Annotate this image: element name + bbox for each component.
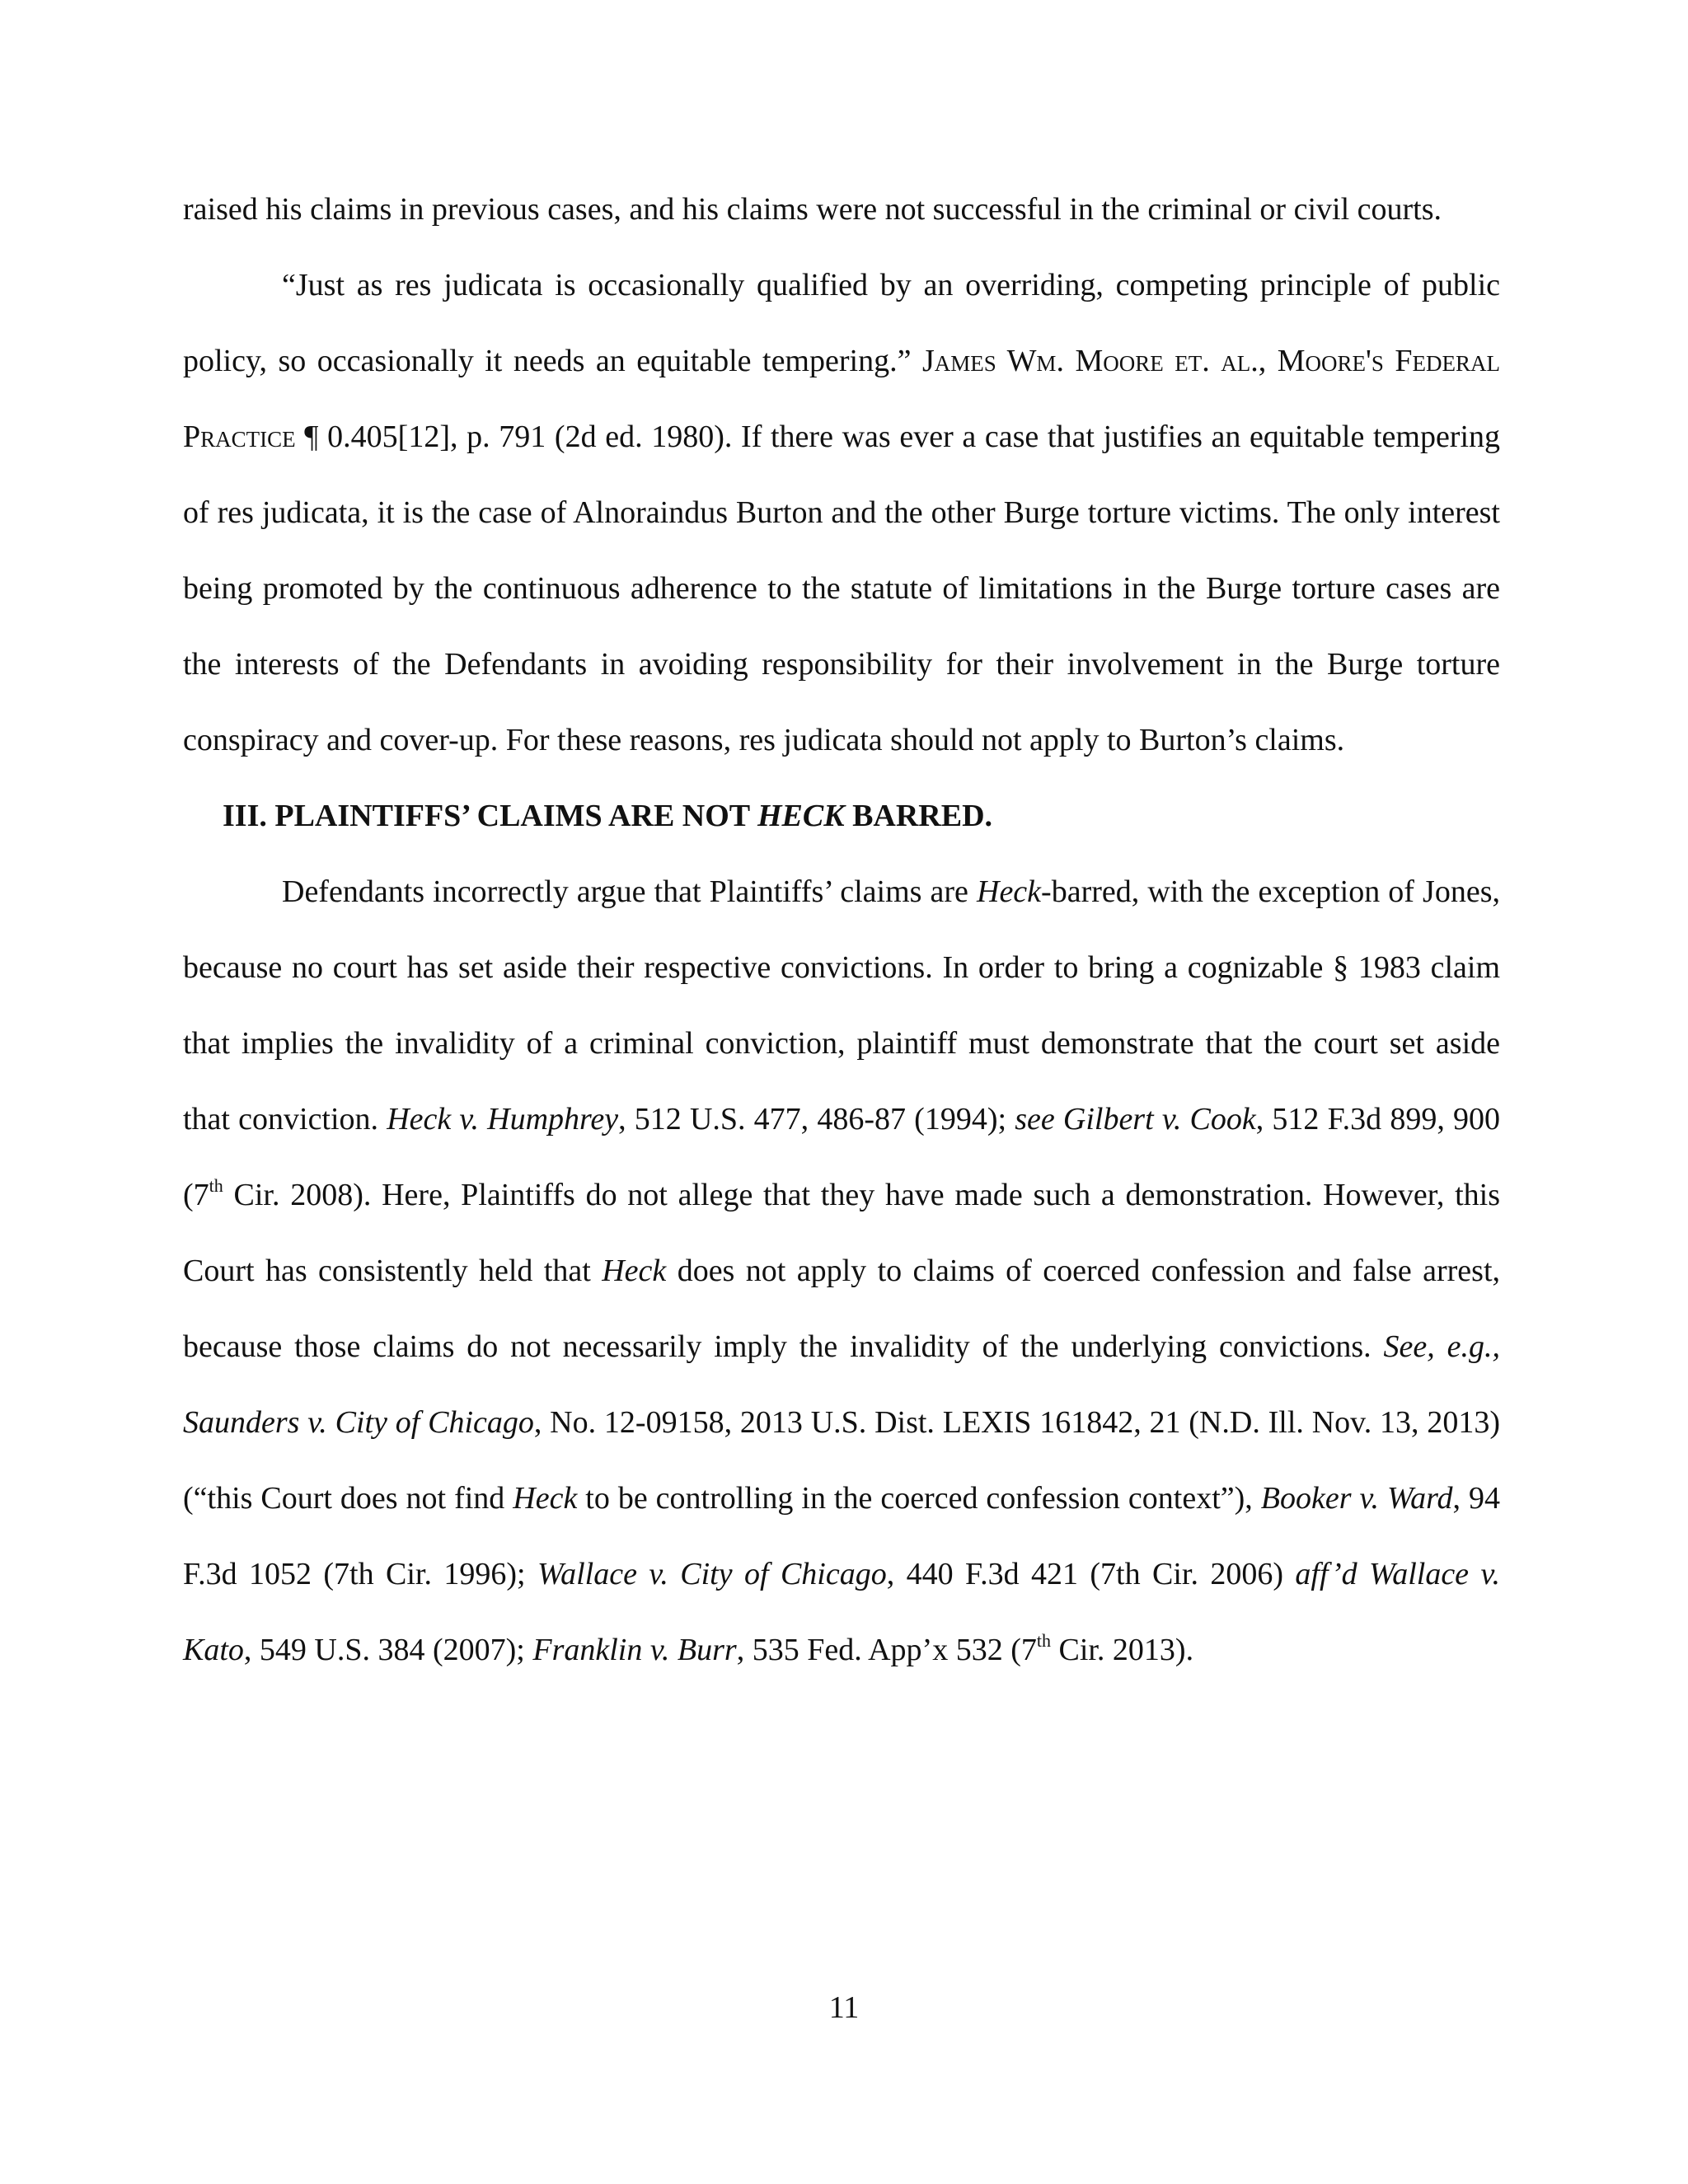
section-title-emphasis: HECK [757,799,845,833]
paragraph-continuation: raised his claims in previous cases, and his claims were not successful in the criminal or civil courts. [183,192,1442,227]
text-run: Defendants incorrectly argue that Plaintiffs’ claims are [282,874,977,909]
page-number: 11 [828,1990,860,2025]
case-name: Booker v. Ward [1260,1481,1453,1516]
citation-author: James Wm. Moore et. al., [921,344,1267,378]
section-heading [183,778,1500,854]
text-run: , 512 F.3d 899, 900 (7 [183,1102,1500,1212]
section-number: III. [223,799,267,833]
text-run: does not apply to claims of coerced confession and false arrest, because those claims do not necessarily imply the invalidity of the underlying convictions. [183,1254,1501,1364]
case-name: Heck [602,1254,667,1288]
case-name: Heck [977,874,1042,909]
paragraph-res-judicata [183,247,1500,778]
section-title: PLAINTIFFS’ CLAIMS ARE NOT [274,799,750,833]
case-name: Heck [513,1481,578,1516]
case-name: See, e.g., Saunders v. City of Chicago [183,1329,1501,1440]
citation-pinpoint: ¶ 0.405[12], p. 791 (2d ed. 1980). [304,419,733,454]
paragraph-body: If there was ever a case that justifies an equitable tempering of res judicata, it is the case of Alnoraindus Burton and the other Burge torture victims. The only interest being promoted by the continuous adherence to the statute of limitations in the Burge torture cases are the interests of the Defendants in avoiding responsibility for their involvement in the Burge torture conspiracy and cover-up. For these reasons, res judicata should not apply to Burton’s claims. [183,419,1501,757]
section-title-end: BARRED. [852,799,993,833]
text-run: -barred, with the exception of Jones, because no court has set aside their respective convictions. In order to bring a cognizable § 1983 claim that implies the invalidity of a criminal conviction, plaintiff must demonstrate that the court set aside that conviction. [183,874,1500,1137]
paragraph-heck [183,854,1500,1688]
text-run: , 512 U.S. 477, 486-87 (1994); [618,1102,1015,1137]
case-name: Wallace v. City of Chicago [537,1557,887,1591]
citation-treatise: Moore's Federal Practice [183,344,1501,454]
case-name: aff’d Wallace v. Kato [183,1557,1500,1667]
text-run: , No. 12-09158, 2013 U.S. Dist. LEXIS 161842, 21 (N.D. Ill. Nov. 13, 2013) (“this Court does not find [183,1405,1500,1516]
ordinal-superscript: th [209,1175,223,1197]
text-run: , 440 F.3d 421 (7th Cir. 2006) [886,1557,1296,1591]
moore-quote: “Just as res judicata is occasionally qualified by an overriding, competing principle of public policy, so occasionally it needs an equitable tempering.” [183,268,1500,378]
document-body [183,171,1500,1688]
text-run: Cir. 2008). Here, Plaintiffs do not allege that they have made such a demonstration. However, this Court has consistently held that [183,1178,1500,1288]
text-run: Cir. 2013). [1050,1633,1194,1667]
text-run: , 549 U.S. 384 (2007); [243,1633,533,1667]
case-name: Franklin v. Burr [532,1633,737,1667]
ordinal-superscript: th [1036,1630,1051,1652]
text-run: , 535 Fed. App’x 532 (7 [736,1633,1037,1667]
text-run: to be controlling in the coerced confession context”), [577,1481,1261,1516]
case-name: see Gilbert v. Cook [1015,1102,1256,1137]
case-name: Heck v. Humphrey [387,1102,619,1137]
text-run: , 94 F.3d 1052 (7th Cir. 1996); [183,1481,1501,1591]
